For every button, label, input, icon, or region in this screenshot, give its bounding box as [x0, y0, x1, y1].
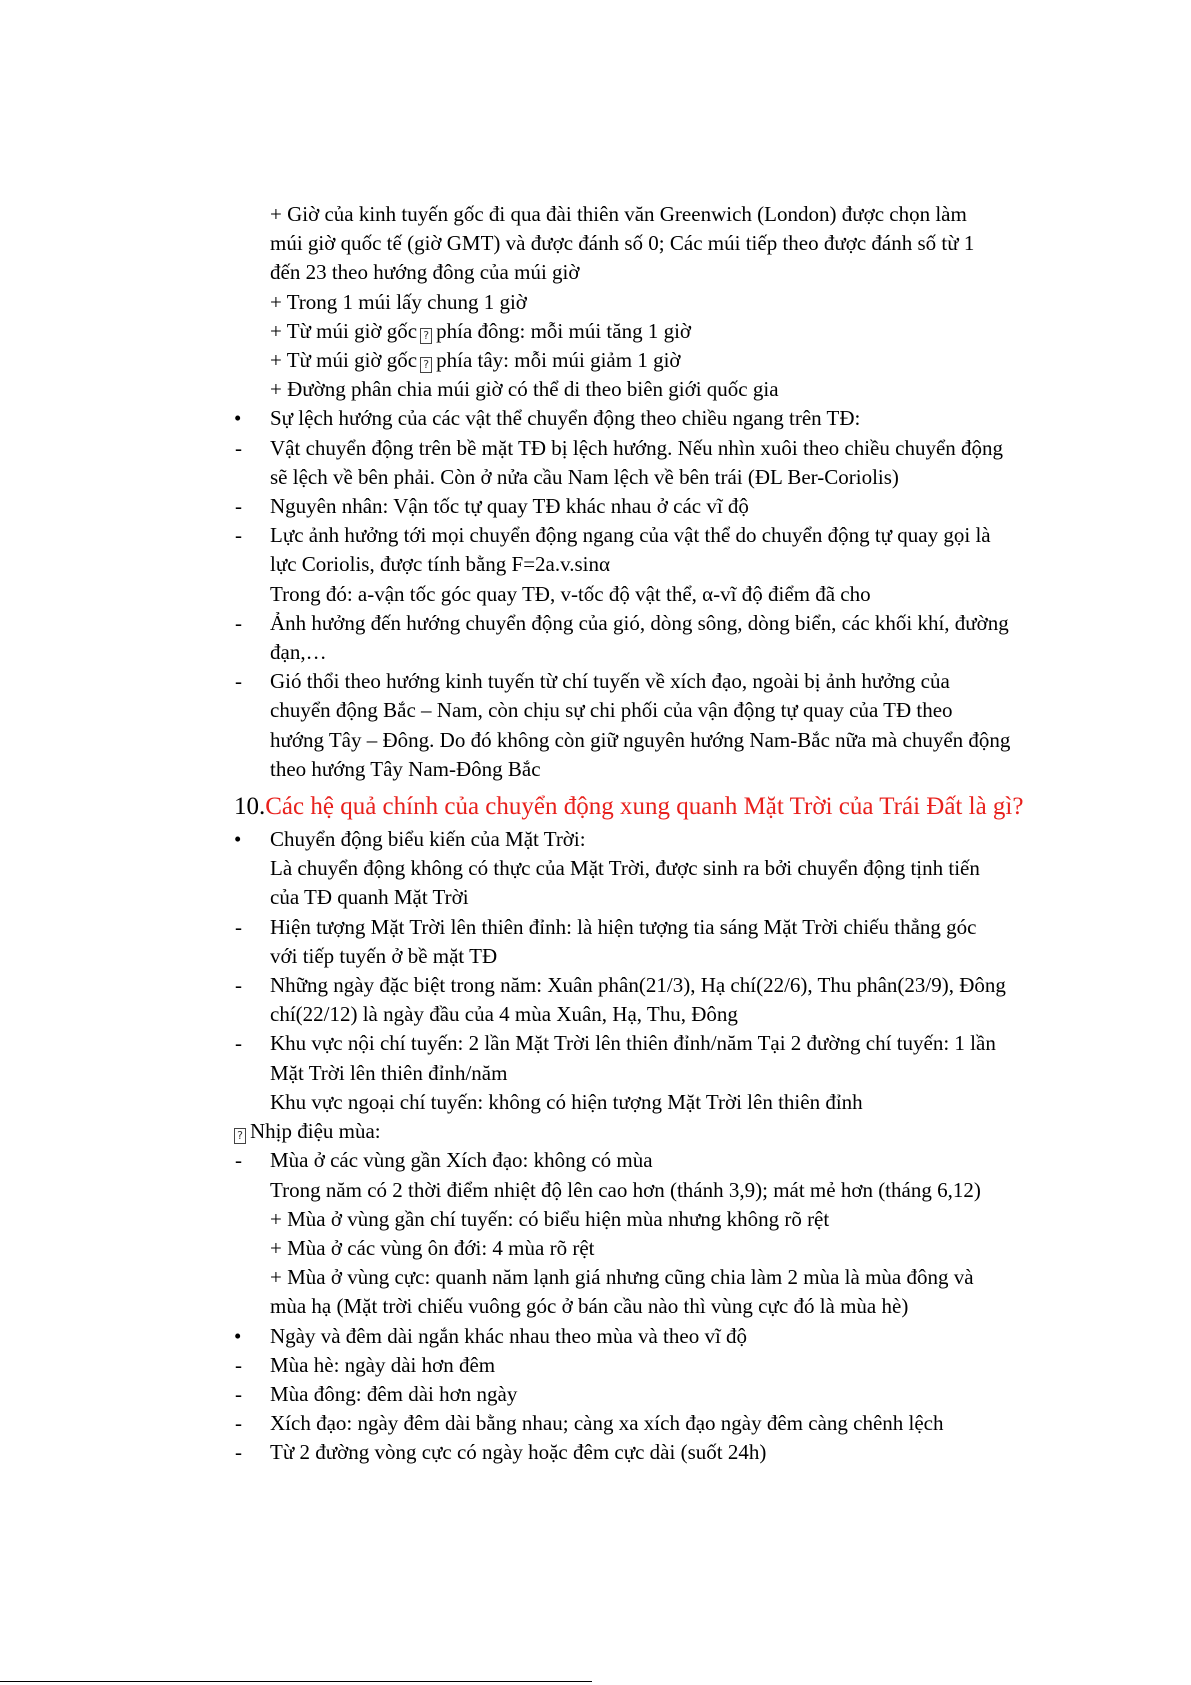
document-body	[200, 200, 1100, 1468]
text-line	[200, 288, 1100, 317]
line-text: Trong đó: a-vận tốc góc quay TĐ, v-tốc độ vật thể, α-vĩ độ điểm đã cho	[270, 581, 871, 606]
dash-item	[200, 913, 1100, 942]
line-text: Trong năm có 2 thời điểm nhiệt độ lên cao hơn (thánh 3,9); mát mẻ hơn (tháng 6,12)	[270, 1177, 981, 1202]
line-text: + Từ múi giờ gốc	[270, 318, 418, 343]
section-title: Các hệ quả chính của chuyển động xung quanh Mặt Trời của Trái Đất là gì?	[265, 793, 1024, 821]
dash-marker: -	[235, 1148, 242, 1173]
line-text: Mùa ở các vùng gần Xích đạo: không có mùa	[270, 1148, 653, 1173]
section-heading	[200, 790, 1100, 823]
line-text: Là chuyển động không có thực của Mặt Trời, được sinh ra bởi chuyển động tịnh tiến	[270, 856, 980, 881]
dash-marker: -	[235, 494, 242, 519]
text-line	[200, 883, 1100, 912]
line-text: + Từ múi giờ gốc	[270, 348, 418, 373]
line-text: theo hướng Tây Nam-Đông Bắc	[270, 756, 541, 781]
line-text: + Trong 1 múi lấy chung 1 giờ	[270, 289, 527, 314]
line-text: đạn,…	[270, 640, 327, 665]
dash-item	[200, 609, 1100, 638]
line-text: Ảnh hưởng đến hướng chuyển động của gió, dòng sông, dòng biển, các khối khí, đường	[270, 610, 1009, 635]
line-text: + Mùa ở vùng cực: quanh năm lạnh giá nhưng cũng chia làm 2 mùa là mùa đông và	[270, 1265, 974, 1290]
bullet-item	[200, 1322, 1100, 1351]
line-text: Chuyển động biểu kiến của Mặt Trời:	[270, 827, 586, 852]
dash-item	[200, 1146, 1100, 1175]
line-text: hướng Tây – Đông. Do đó không còn giữ nguyên hướng Nam-Bắc nữa mà chuyển động	[270, 727, 1011, 752]
text-line	[200, 258, 1100, 287]
line-text: đến 23 theo hướng đông của múi giờ	[270, 260, 580, 285]
line-text: + Giờ của kinh tuyến gốc đi qua đài thiên văn Greenwich (London) được chọn làm	[270, 202, 967, 226]
text-line	[200, 463, 1100, 492]
section-number: 10.	[234, 793, 266, 821]
text-line	[200, 550, 1100, 579]
line-text: lực Coriolis, được tính bằng F=2a.v.sinα	[270, 552, 610, 577]
apparent-motion-notes	[200, 825, 1100, 1117]
text-line	[200, 1205, 1100, 1234]
line-text: Vật chuyển động trên bề mặt TĐ bị lệch hướng. Nếu nhìn xuôi theo chiều chuyển động	[270, 435, 1004, 460]
line-text: Hiện tượng Mặt Trời lên thiên đỉnh: là hiện tượng tia sáng Mặt Trời chiếu thẳng góc	[270, 914, 977, 939]
line-text: chí(22/12) là ngày đầu của 4 mùa Xuân, Hạ, Thu, Đông	[270, 1002, 738, 1027]
text-line	[200, 638, 1100, 667]
dash-item	[200, 434, 1100, 463]
bullet-item	[200, 825, 1100, 854]
line-text: Lực ảnh hưởng tới mọi chuyển động ngang của vật thể do chuyển động tự quay gọi là	[270, 523, 991, 548]
dash-marker: -	[235, 435, 242, 460]
text-line	[200, 1059, 1100, 1088]
text-line	[200, 1000, 1100, 1029]
missing-glyph-icon: ?	[420, 357, 432, 373]
dash-item	[200, 971, 1100, 1000]
text-line	[200, 696, 1100, 725]
season-notes	[200, 1146, 1100, 1467]
line-text: + Mùa ở các vùng ôn đới: 4 mùa rõ rệt	[270, 1235, 595, 1260]
text-line	[200, 375, 1100, 404]
dash-item	[200, 667, 1100, 696]
line-text: Mùa hè: ngày dài hơn đêm	[270, 1352, 496, 1377]
dash-item	[200, 1351, 1100, 1380]
dash-marker: -	[235, 973, 242, 998]
dash-marker: -	[235, 1440, 242, 1465]
arrow-line	[200, 346, 1100, 375]
text-line	[200, 1263, 1100, 1292]
line-text: chuyển động Bắc – Nam, còn chịu sự chi phối của vận động tự quay của TĐ theo	[270, 698, 953, 723]
text-line	[200, 1176, 1100, 1205]
line-text: Khu vực ngoại chí tuyến: không có hiện tượng Mặt Trời lên thiên đỉnh	[270, 1089, 863, 1114]
line-text: + Mùa ở vùng gần chí tuyến: có biểu hiện mùa nhưng không rõ rệt	[270, 1206, 830, 1231]
text-line	[200, 942, 1100, 971]
text-line	[200, 580, 1100, 609]
text-line	[200, 854, 1100, 883]
line-text: + Đường phân chia múi giờ có thể di theo biên giới quốc gia	[270, 377, 779, 402]
coriolis-notes	[200, 375, 1100, 784]
dash-item	[200, 1380, 1100, 1409]
line-text: của TĐ quanh Mặt Trời	[270, 885, 469, 910]
line-text: Sự lệch hướng của các vật thể chuyển động theo chiều ngang trên TĐ:	[270, 406, 861, 431]
bullet-item	[200, 404, 1100, 433]
text-line	[200, 200, 1100, 229]
line-text: Gió thổi theo hướng kinh tuyến từ chí tuyến về xích đạo, ngoài bị ảnh hưởng của	[270, 669, 950, 694]
line-text: Từ 2 đường vòng cực có ngày hoặc đêm cực dài (suốt 24h)	[270, 1440, 767, 1465]
text-line	[200, 1292, 1100, 1321]
line-text: múi giờ quốc tế (giờ GMT) và được đánh số 0; Các múi tiếp theo được đánh số từ 1	[270, 231, 975, 256]
text-line	[200, 755, 1100, 784]
footnote-separator	[0, 1681, 592, 1682]
bullet-marker: •	[234, 827, 242, 852]
dash-marker: -	[235, 914, 242, 939]
text-line	[200, 1088, 1100, 1117]
line-text: Khu vực nội chí tuyến: 2 lần Mặt Trời lên thiên đỉnh/năm Tại 2 đường chí tuyến: 1 lần	[270, 1031, 996, 1056]
missing-glyph-icon: ?	[420, 328, 432, 344]
text-line	[200, 1234, 1100, 1263]
dash-item	[200, 1029, 1100, 1058]
text-line	[200, 726, 1100, 755]
season-rhythm-heading	[200, 1117, 1100, 1146]
arrow-line	[200, 317, 1100, 346]
line-text: sẽ lệch về bên phải. Còn ở nửa cầu Nam lệch về bên trái (ĐL Ber-Coriolis)	[270, 464, 899, 489]
line-text: Nhịp điệu mùa:	[250, 1119, 381, 1144]
dash-marker: -	[235, 1411, 242, 1436]
dash-item	[200, 521, 1100, 550]
line-text: phía đông: mỗi múi tăng 1 giờ	[436, 318, 692, 343]
dash-marker: -	[235, 610, 242, 635]
line-text: Những ngày đặc biệt trong năm: Xuân phân(21/3), Hạ chí(22/6), Thu phân(23/9), Đông	[270, 973, 1006, 998]
line-text: Xích đạo: ngày đêm dài bằng nhau; càng xa xích đạo ngày đêm càng chênh lệch	[270, 1411, 944, 1436]
line-text: Mặt Trời lên thiên đỉnh/năm	[270, 1060, 508, 1085]
bullet-marker: •	[234, 1323, 242, 1348]
line-text: với tiếp tuyến ở bề mặt TĐ	[270, 943, 498, 968]
missing-glyph-icon: ?	[234, 1128, 246, 1144]
timezone-notes	[200, 200, 1100, 317]
dash-marker: -	[235, 1381, 242, 1406]
dash-marker: -	[235, 523, 242, 548]
dash-marker: -	[235, 1352, 242, 1377]
dash-marker: -	[235, 1031, 242, 1056]
dash-item	[200, 492, 1100, 521]
timezone-direction-notes	[200, 317, 1100, 375]
bullet-marker: •	[234, 406, 242, 431]
dash-item	[200, 1438, 1100, 1467]
text-line	[200, 229, 1100, 258]
line-text: Ngày và đêm dài ngắn khác nhau theo mùa và theo vĩ độ	[270, 1323, 748, 1348]
dash-item	[200, 1409, 1100, 1438]
line-text: phía tây: mỗi múi giảm 1 giờ	[436, 348, 681, 373]
line-text: Nguyên nhân: Vận tốc tự quay TĐ khác nhau ở các vĩ độ	[270, 494, 749, 519]
line-text: mùa hạ (Mặt trời chiếu vuông góc ở bán cầu nào thì vùng cực đó là mùa hè)	[270, 1294, 909, 1319]
dash-marker: -	[235, 669, 242, 694]
line-text: Mùa đông: đêm dài hơn ngày	[270, 1381, 518, 1406]
